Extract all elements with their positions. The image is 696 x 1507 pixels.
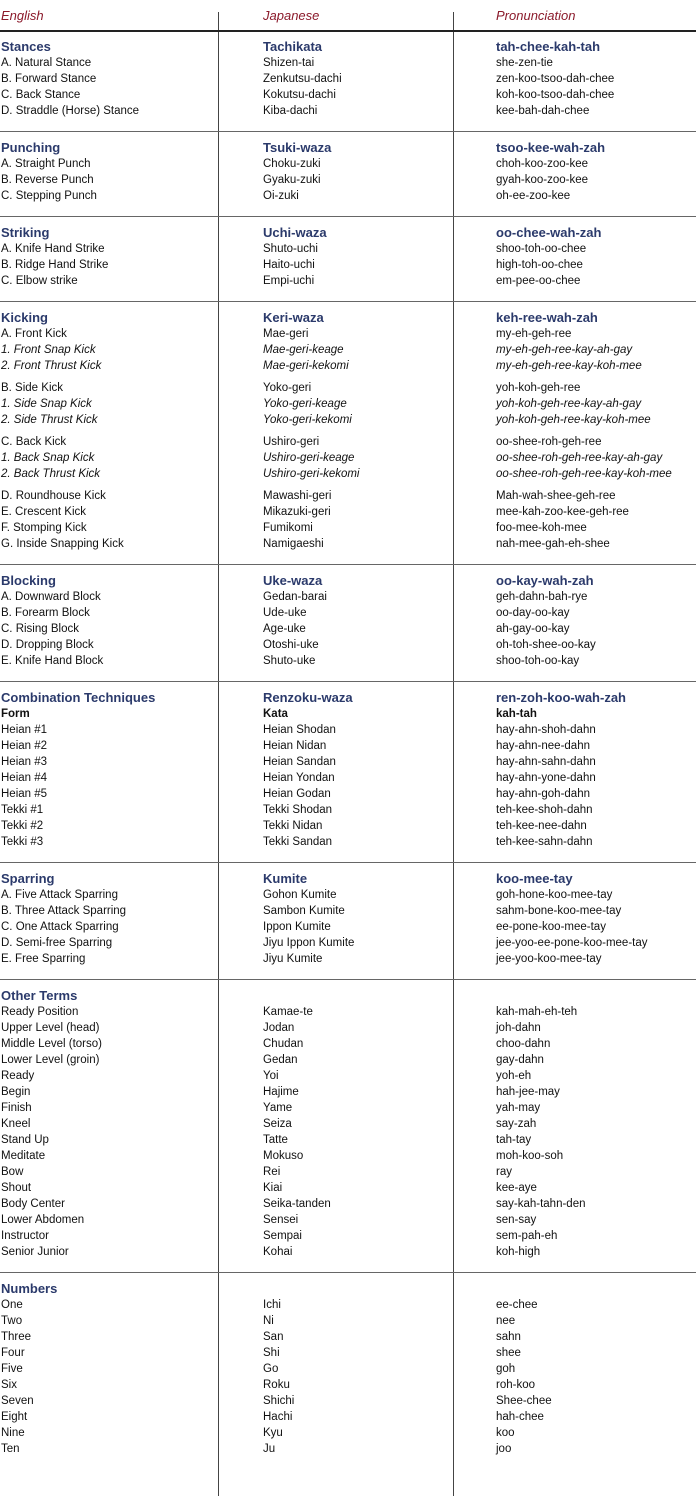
term-english: A. Straight Punch (1, 158, 91, 170)
term-english: B. Side Kick (1, 382, 63, 394)
term-english: G. Inside Snapping Kick (1, 538, 124, 550)
section-title-japanese: Uke-waza (263, 573, 323, 588)
term-japanese: Jodan (263, 1022, 295, 1034)
term-english: C. Back Kick (1, 436, 67, 448)
term-japanese: Jiyu Ippon Kumite (263, 937, 355, 949)
section-divider (0, 131, 696, 132)
term-english: E. Knife Hand Block (1, 655, 104, 667)
term-pronunciation: ah-gay-oo-kay (496, 623, 570, 635)
term-english: B. Reverse Punch (1, 174, 94, 186)
term-pronunciation: oo-shee-roh-geh-ree (496, 436, 602, 448)
term-pronunciation: geh-dahn-bah-rye (496, 591, 588, 603)
term-japanese: Mae-geri-kekomi (263, 360, 349, 372)
section-title-english: Blocking (1, 573, 56, 588)
term-japanese: Mokuso (263, 1150, 304, 1162)
section-divider (0, 301, 696, 302)
term-english: One (1, 1299, 23, 1311)
term-pronunciation: sem-pah-eh (496, 1230, 558, 1242)
term-pronunciation: jee-yoo-ee-pone-koo-mee-tay (496, 937, 648, 949)
term-pronunciation: my-eh-geh-ree (496, 328, 572, 340)
term-japanese: Tekki Shodan (263, 804, 333, 816)
header-english: English (1, 8, 44, 23)
term-japanese: Ude-uke (263, 607, 307, 619)
term-japanese: Kamae-te (263, 1006, 313, 1018)
header-rule (0, 30, 696, 32)
term-japanese: Yoko-geri-keage (263, 398, 347, 410)
term-pronunciation: my-eh-geh-ree-kay-ah-gay (496, 344, 633, 356)
term-pronunciation: Mah-wah-shee-geh-ree (496, 490, 616, 502)
term-pronunciation: hay-ahn-nee-dahn (496, 740, 590, 752)
term-pronunciation: foo-mee-koh-mee (496, 522, 587, 534)
term-english: Finish (1, 1102, 32, 1114)
section-title-japanese: Tsuki-waza (263, 140, 332, 155)
term-japanese: Kohai (263, 1246, 293, 1258)
section-divider (0, 564, 696, 565)
term-english: Stand Up (1, 1134, 49, 1146)
term-pronunciation: teh-kee-shoh-dahn (496, 804, 593, 816)
term-pronunciation: goh-hone-koo-mee-tay (496, 889, 613, 901)
term-english: Nine (1, 1427, 25, 1439)
term-japanese: Ushiro-geri (263, 436, 320, 448)
term-japanese: Go (263, 1363, 279, 1375)
term-japanese: Yame (263, 1102, 293, 1114)
section-title-english: Combination Techniques (1, 690, 156, 705)
term-japanese: Hachi (263, 1411, 293, 1423)
term-pronunciation: zen-koo-tsoo-dah-chee (496, 73, 615, 85)
term-pronunciation: oo-day-oo-kay (496, 607, 570, 619)
section-title-english: Punching (1, 140, 61, 155)
term-english: D. Roundhouse Kick (1, 490, 106, 502)
term-pronunciation: oh-ee-zoo-kee (496, 190, 571, 202)
term-japanese: Shichi (263, 1395, 295, 1407)
section-divider (0, 216, 696, 217)
section-title-japanese: Kumite (263, 871, 308, 886)
term-pronunciation: kah-tah (496, 708, 537, 720)
term-english: A. Natural Stance (1, 57, 92, 69)
term-japanese: Oi-zuki (263, 190, 299, 202)
section-divider (0, 1272, 696, 1273)
term-english: Heian #1 (1, 724, 48, 736)
section-title-pronunciation: oo-chee-wah-zah (496, 225, 602, 240)
term-pronunciation: ee-pone-koo-mee-tay (496, 921, 606, 933)
section-title-english: Other Terms (1, 988, 78, 1003)
term-english: C. Stepping Punch (1, 190, 97, 202)
term-japanese: Fumikomi (263, 522, 313, 534)
term-japanese: Kata (263, 708, 288, 720)
term-pronunciation: ee-chee (496, 1299, 538, 1311)
term-english: 1. Back Snap Kick (1, 452, 95, 464)
term-english: Ready Position (1, 1006, 79, 1018)
term-pronunciation: high-toh-oo-chee (496, 259, 583, 271)
term-english: Heian #2 (1, 740, 48, 752)
term-japanese: Tekki Sandan (263, 836, 333, 848)
section-title-japanese: Keri-waza (263, 310, 324, 325)
term-japanese: Sambon Kumite (263, 905, 345, 917)
term-pronunciation: kah-mah-eh-teh (496, 1006, 578, 1018)
header-japanese: Japanese (263, 8, 320, 23)
term-english: Seven (1, 1395, 34, 1407)
term-pronunciation: ray (496, 1166, 512, 1178)
term-pronunciation: sen-say (496, 1214, 537, 1226)
term-english: C. Back Stance (1, 89, 81, 101)
term-japanese: Tatte (263, 1134, 288, 1146)
column-divider-1 (218, 12, 219, 1496)
section-divider (0, 979, 696, 980)
term-japanese: Shuto-uchi (263, 243, 318, 255)
term-japanese: Empi-uchi (263, 275, 315, 287)
term-english: E. Free Sparring (1, 953, 86, 965)
term-english: Lower Level (groin) (1, 1054, 100, 1066)
term-japanese: Roku (263, 1379, 290, 1391)
term-english: C. Rising Block (1, 623, 79, 635)
term-japanese: Mikazuki-geri (263, 506, 331, 518)
term-pronunciation: teh-kee-nee-dahn (496, 820, 587, 832)
term-japanese: Seiza (263, 1118, 292, 1130)
term-pronunciation: nah-mee-gah-eh-shee (496, 538, 610, 550)
term-japanese: Ichi (263, 1299, 281, 1311)
term-pronunciation: jee-yoo-koo-mee-tay (496, 953, 602, 965)
term-english: Instructor (1, 1230, 49, 1242)
column-divider-2 (453, 12, 454, 1496)
term-english: B. Three Attack Sparring (1, 905, 127, 917)
term-pronunciation: hah-chee (496, 1411, 544, 1423)
term-pronunciation: say-zah (496, 1118, 537, 1130)
term-pronunciation: say-kah-tahn-den (496, 1198, 586, 1210)
term-japanese: Shi (263, 1347, 280, 1359)
term-japanese: Sensei (263, 1214, 299, 1226)
term-english: E. Crescent Kick (1, 506, 86, 518)
term-japanese: Otoshi-uke (263, 639, 319, 651)
section-title-pronunciation: tah-chee-kah-tah (496, 39, 601, 54)
term-english: F. Stomping Kick (1, 522, 87, 534)
term-pronunciation: choo-dahn (496, 1038, 551, 1050)
term-english: B. Forward Stance (1, 73, 97, 85)
term-english: C. Elbow strike (1, 275, 78, 287)
term-pronunciation: sahm-bone-koo-mee-tay (496, 905, 622, 917)
term-english: Bow (1, 1166, 24, 1178)
term-japanese: Chudan (263, 1038, 304, 1050)
term-pronunciation: joh-dahn (496, 1022, 541, 1034)
term-japanese: Shizen-tai (263, 57, 315, 69)
term-japanese: Heian Shodan (263, 724, 336, 736)
term-pronunciation: oo-shee-roh-geh-ree-kay-koh-mee (496, 468, 672, 480)
term-english: Heian #3 (1, 756, 48, 768)
term-japanese: Hajime (263, 1086, 299, 1098)
term-japanese: Tekki Nidan (263, 820, 323, 832)
term-japanese: Gedan-barai (263, 591, 327, 603)
term-pronunciation: shoo-toh-oo-chee (496, 243, 587, 255)
term-pronunciation: koh-koo-tsoo-dah-chee (496, 89, 615, 101)
term-japanese: Yoi (263, 1070, 279, 1082)
term-japanese: Heian Yondan (263, 772, 335, 784)
term-japanese: Shuto-uke (263, 655, 316, 667)
term-japanese: Ippon Kumite (263, 921, 331, 933)
term-english: 2. Back Thrust Kick (1, 468, 101, 480)
section-divider (0, 681, 696, 682)
term-english: A. Knife Hand Strike (1, 243, 105, 255)
term-japanese: Ni (263, 1315, 274, 1327)
term-japanese: Namigaeshi (263, 538, 324, 550)
section-title-japanese: Tachikata (263, 39, 323, 54)
term-japanese: Yoko-geri-kekomi (263, 414, 352, 426)
term-english: 2. Front Thrust Kick (1, 360, 102, 372)
term-japanese: Gedan (263, 1054, 298, 1066)
term-japanese: Heian Godan (263, 788, 331, 800)
term-english: D. Straddle (Horse) Stance (1, 105, 140, 117)
term-english: Ten (1, 1443, 20, 1455)
term-japanese: Age-uke (263, 623, 306, 635)
term-pronunciation: mee-kah-zoo-kee-geh-ree (496, 506, 629, 518)
term-english: Senior Junior (1, 1246, 69, 1258)
term-pronunciation: hay-ahn-sahn-dahn (496, 756, 596, 768)
section-title-english: Kicking (1, 310, 48, 325)
term-pronunciation: yoh-koh-geh-ree (496, 382, 581, 394)
section-title-pronunciation: koo-mee-tay (496, 871, 573, 886)
section-title-japanese: Renzoku-waza (263, 690, 353, 705)
term-english: Upper Level (head) (1, 1022, 100, 1034)
term-pronunciation: oo-shee-roh-geh-ree-kay-ah-gay (496, 452, 663, 464)
section-title-pronunciation: tsoo-kee-wah-zah (496, 140, 606, 155)
term-japanese: Haito-uchi (263, 259, 315, 271)
term-japanese: Seika-tanden (263, 1198, 331, 1210)
term-japanese: Mae-geri-keage (263, 344, 344, 356)
term-pronunciation: yah-may (496, 1102, 541, 1114)
section-title-english: Striking (1, 225, 50, 240)
term-japanese: Jiyu Kumite (263, 953, 323, 965)
term-english: B. Forearm Block (1, 607, 90, 619)
term-english: Heian #5 (1, 788, 48, 800)
term-english: Middle Level (torso) (1, 1038, 102, 1050)
term-english: A. Five Attack Sparring (1, 889, 118, 901)
term-pronunciation: Shee-chee (496, 1395, 552, 1407)
term-pronunciation: gyah-koo-zoo-kee (496, 174, 589, 186)
term-english: Tekki #2 (1, 820, 44, 832)
term-pronunciation: choh-koo-zoo-kee (496, 158, 589, 170)
term-english: Two (1, 1315, 23, 1327)
section-title-english: Sparring (1, 871, 55, 886)
term-japanese: Yoko-geri (263, 382, 312, 394)
term-english: Tekki #3 (1, 836, 44, 848)
term-pronunciation: hay-ahn-goh-dahn (496, 788, 590, 800)
term-english: Shout (1, 1182, 32, 1194)
term-english: 2. Side Thrust Kick (1, 414, 98, 426)
term-english: Four (1, 1347, 25, 1359)
term-japanese: Mawashi-geri (263, 490, 332, 502)
term-pronunciation: moh-koo-soh (496, 1150, 564, 1162)
term-japanese: Gyaku-zuki (263, 174, 321, 186)
term-english: 1. Front Snap Kick (1, 344, 96, 356)
section-title-japanese: Uchi-waza (263, 225, 327, 240)
term-japanese: Kiba-dachi (263, 105, 318, 117)
term-english: Begin (1, 1086, 31, 1098)
term-japanese: Ju (263, 1443, 276, 1455)
term-pronunciation: kee-bah-dah-chee (496, 105, 590, 117)
term-english: Lower Abdomen (1, 1214, 85, 1226)
term-pronunciation: oh-toh-shee-oo-kay (496, 639, 596, 651)
header-pronunciation: Pronunciation (496, 8, 576, 23)
term-pronunciation: shee (496, 1347, 521, 1359)
term-pronunciation: hah-jee-may (496, 1086, 560, 1098)
section-title-pronunciation: ren-zoh-koo-wah-zah (496, 690, 626, 705)
term-pronunciation: joo (496, 1443, 512, 1455)
term-japanese: Heian Sandan (263, 756, 336, 768)
term-english: A. Front Kick (1, 328, 67, 340)
term-pronunciation: tah-tay (496, 1134, 532, 1146)
term-japanese: San (263, 1331, 284, 1343)
term-pronunciation: hay-ahn-yone-dahn (496, 772, 596, 784)
term-pronunciation: koh-high (496, 1246, 541, 1258)
term-japanese: Heian Nidan (263, 740, 327, 752)
term-japanese: Rei (263, 1166, 281, 1178)
term-english: C. One Attack Sparring (1, 921, 119, 933)
section-title-english: Numbers (1, 1281, 58, 1296)
term-pronunciation: gay-dahn (496, 1054, 544, 1066)
section-title-pronunciation: keh-ree-wah-zah (496, 310, 598, 325)
term-english: B. Ridge Hand Strike (1, 259, 109, 271)
term-pronunciation: yoh-koh-geh-ree-kay-ah-gay (496, 398, 642, 410)
term-pronunciation: yoh-eh (496, 1070, 532, 1082)
term-english: Body Center (1, 1198, 65, 1210)
section-title-english: Stances (1, 39, 51, 54)
term-pronunciation: roh-koo (496, 1379, 535, 1391)
term-japanese: Sempai (263, 1230, 302, 1242)
term-english: D. Dropping Block (1, 639, 94, 651)
term-pronunciation: yoh-koh-geh-ree-kay-koh-mee (496, 414, 651, 426)
section-title-pronunciation: oo-kay-wah-zah (496, 573, 594, 588)
term-pronunciation: kee-aye (496, 1182, 537, 1194)
term-pronunciation: my-eh-geh-ree-kay-koh-mee (496, 360, 642, 372)
term-english: Six (1, 1379, 17, 1391)
term-japanese: Zenkutsu-dachi (263, 73, 342, 85)
term-english: D. Semi-free Sparring (1, 937, 113, 949)
term-pronunciation: shoo-toh-oo-kay (496, 655, 580, 667)
term-pronunciation: teh-kee-sahn-dahn (496, 836, 593, 848)
term-english: Eight (1, 1411, 28, 1423)
term-english: Ready (1, 1070, 35, 1082)
term-english: Three (1, 1331, 32, 1343)
term-japanese: Ushiro-geri-kekomi (263, 468, 360, 480)
term-pronunciation: she-zen-tie (496, 57, 553, 69)
term-english: Five (1, 1363, 23, 1375)
term-pronunciation: goh (496, 1363, 516, 1375)
term-japanese: Mae-geri (263, 328, 309, 340)
term-japanese: Ushiro-geri-keage (263, 452, 355, 464)
term-pronunciation: sahn (496, 1331, 521, 1343)
term-english: 1. Side Snap Kick (1, 398, 92, 410)
term-english: Heian #4 (1, 772, 48, 784)
term-english: Meditate (1, 1150, 46, 1162)
term-pronunciation: nee (496, 1315, 516, 1327)
term-english: Kneel (1, 1118, 31, 1130)
term-japanese: Choku-zuki (263, 158, 321, 170)
term-english: Tekki #1 (1, 804, 44, 816)
term-pronunciation: hay-ahn-shoh-dahn (496, 724, 596, 736)
term-pronunciation: em-pee-oo-chee (496, 275, 581, 287)
term-japanese: Kyu (263, 1427, 283, 1439)
term-english: A. Downward Block (1, 591, 101, 603)
term-japanese: Gohon Kumite (263, 889, 337, 901)
section-divider (0, 862, 696, 863)
term-japanese: Kiai (263, 1182, 283, 1194)
term-japanese: Kokutsu-dachi (263, 89, 336, 101)
term-pronunciation: koo (496, 1427, 515, 1439)
term-english: Form (1, 708, 30, 720)
